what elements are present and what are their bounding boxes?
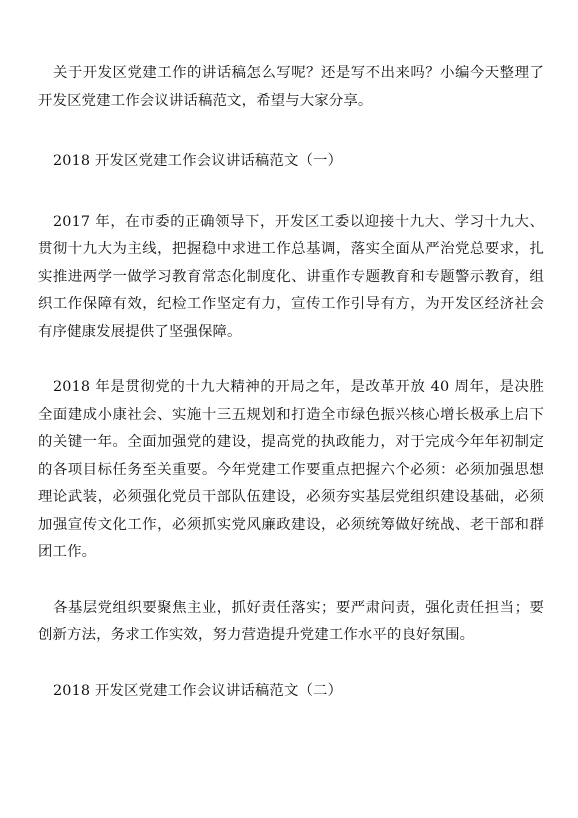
body-paragraph-1: 2017 年，在市委的正确领导下，开发区工委以迎接十九大、学习十九大、贯彻十九大为主线，把握稳中求进工作总基调，落实全面从严治党总要求，扎实推进两学一做学习教育常态化制度化、讲重作专题教育和专题警示教育，组织工作保障有效，纪检工作坚定有力，宣传工作引导有方，为开发区经济社会有序健康发展提供了坚强保障。	[38, 213, 544, 340]
body-paragraph-2: 2018 年是贯彻党的十九大精神的开局之年，是改革开放 40 周年，是决胜全面建成小康社会、实施十三五规划和打造全市绿色振兴核心增长极承上启下的关键一年。全面加强党的建设，提高党的执政能力，对于完成今年年初制定的各项目标任务至关重要。今年党建工作要重点把握六个必须：必须加强思想理论武装，必须强化党员干部队伍建设，必须夯实基层党组织建设基础，必须加强宣传文化工作，必须抓实党风廉政建设，必须统筹做好统战、老干部和群团工作。	[38, 379, 544, 560]
body-paragraph-3: 各基层党组织要聚焦主业，抓好责任落实；要严肃问责，强化责任担当；要创新方法，务求工作实效，努力营造提升党建工作水平的良好氛围。	[38, 599, 544, 643]
section-heading-1: 2018 开发区党建工作会议讲话稿范文（一）	[53, 153, 343, 169]
document-body	[38, 60, 544, 705]
intro-paragraph: 关于开发区党建工作的讲话稿怎么写呢？还是写不出来吗？小编今天整理了开发区党建工作会议讲话稿范文，希望与大家分享。	[38, 65, 544, 109]
section-heading-2: 2018 开发区党建工作会议讲话稿范文（二）	[53, 682, 343, 699]
